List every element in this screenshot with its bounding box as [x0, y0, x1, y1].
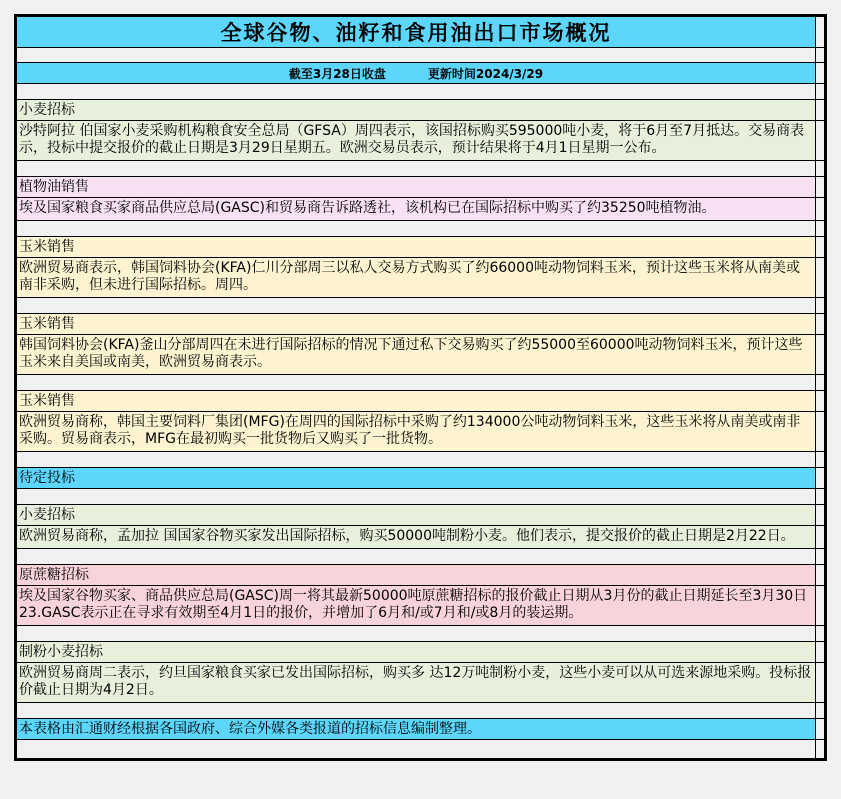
spacer-row	[17, 626, 824, 642]
gutter-cell	[816, 84, 824, 99]
section-header-row	[17, 237, 824, 258]
section-header: 待定投标	[17, 468, 816, 488]
as-of-date-label: 截至3月28日收盘	[288, 66, 386, 81]
gutter-cell	[816, 452, 824, 467]
update-time-label: 更新时间2024/3/29	[427, 66, 544, 81]
gutter-cell	[816, 48, 824, 62]
subtitle-row	[17, 63, 824, 84]
gutter-cell	[816, 121, 824, 160]
section-header: 植物油销售	[17, 177, 816, 197]
gutter-cell	[816, 63, 824, 83]
section-content: 欧洲贸易商称，韩国主要饲料厂集团(MFG)在周四的国际招标中采购了约134000公吨动物饲料玉米，这些玉米将从南美或南非采购。贸易商表示，MFG在最初购买一批货物后又购买了一批货物。	[17, 412, 816, 451]
gutter-cell	[816, 565, 824, 585]
section-content-row	[17, 335, 824, 375]
gutter-cell	[816, 740, 824, 758]
section-content-row	[17, 121, 824, 161]
section-header-row	[17, 314, 824, 335]
spacer-row	[17, 703, 824, 719]
section-header-row	[17, 100, 824, 121]
gutter-cell	[816, 198, 824, 220]
title-row	[17, 17, 824, 48]
section-content: 埃及国家谷物买家、商品供应总局(GASC)周一将其最新50000吨原蔗糖招标的报价截止日期从3月份的截止日期延长至3月30日23.GASC表示正在寻求有效期至4月1日的报价，并增加了6月和/或7月和/或8月的装运期。	[17, 586, 816, 625]
section-content-row	[17, 526, 824, 549]
section-content: 韩国饲料协会(KFA)釜山分部周四在未进行国际招标的情况下通过私下交易购买了约55000至60000吨动物饲料玉米，预计这些玉米来自美国或南美，欧洲贸易商表示。	[17, 335, 816, 374]
section-header: 小麦招标	[17, 100, 816, 120]
spacer-row	[17, 48, 824, 63]
section-header: 玉米销售	[17, 314, 816, 334]
footer-row	[17, 719, 824, 740]
section-content: 埃及国家粮食买家商品供应总局(GASC)和贸易商告诉路透社，该机构已在国际招标中购买了约35250吨植物油。	[17, 198, 816, 220]
section-header-row	[17, 468, 824, 489]
gutter-cell	[816, 412, 824, 451]
section-content-row	[17, 586, 824, 626]
gutter-cell	[816, 17, 824, 47]
section-header-row	[17, 391, 824, 412]
spacer-row	[17, 549, 824, 565]
section-header: 原蔗糖招标	[17, 565, 816, 585]
gutter-cell	[816, 258, 824, 297]
gutter-cell	[816, 626, 824, 641]
spacer-row	[17, 375, 824, 391]
export-market-report-table	[14, 14, 827, 761]
section-content: 欧洲贸易商周二表示，约旦国家粮食买家已发出国际招标，购买多 达12万吨制粉小麦，这些小麦可以从可选来源地采购。投标报价截止日期为4月2日。	[17, 663, 816, 702]
gutter-cell	[816, 335, 824, 374]
spacer-row	[17, 452, 824, 468]
page-title: 全球谷物、油籽和食用油出口市场概况	[17, 17, 816, 47]
section-header: 制粉小麦招标	[17, 642, 816, 662]
section-header: 小麦招标	[17, 505, 816, 525]
spacer-row	[17, 161, 824, 177]
section-content-row	[17, 198, 824, 221]
section-header-row	[17, 177, 824, 198]
gutter-cell	[816, 375, 824, 390]
gutter-cell	[816, 703, 824, 718]
gutter-cell	[816, 468, 824, 488]
gutter-cell	[816, 505, 824, 525]
section-content-row	[17, 663, 824, 703]
spacer-row	[17, 221, 824, 237]
gutter-cell	[816, 719, 824, 739]
section-content: 沙特阿拉 伯国家小麦采购机构粮食安全总局（GFSA）周四表示，该国招标购买595000吨小麦，将于6月至7月抵达。交易商表示，投标中提交报价的截止日期是3月29日星期五。欧洲交易员表示，预计结果将于4月1日星期一公布。	[17, 121, 816, 160]
gutter-cell	[816, 526, 824, 548]
gutter-cell	[816, 161, 824, 176]
section-header-row	[17, 565, 824, 586]
gutter-cell	[816, 663, 824, 702]
spacer-row	[17, 740, 824, 758]
section-header-row	[17, 642, 824, 663]
spacer-row	[17, 489, 824, 505]
gutter-cell	[816, 489, 824, 504]
section-header: 玉米销售	[17, 237, 816, 257]
sections-container	[17, 100, 824, 719]
gutter-cell	[816, 100, 824, 120]
gutter-cell	[816, 221, 824, 236]
section-content-row	[17, 258, 824, 298]
gutter-cell	[816, 549, 824, 564]
section-header: 玉米销售	[17, 391, 816, 411]
gutter-cell	[816, 298, 824, 313]
section-content: 欧洲贸易商表示，韩国饲料协会(KFA)仁川分部周三以私人交易方式购买了约66000吨动物饲料玉米，预计这些玉米将从南美或南非采购，但未进行国际招标。周四。	[17, 258, 816, 297]
gutter-cell	[816, 237, 824, 257]
spacer-row	[17, 298, 824, 314]
section-content: 欧洲贸易商称，孟加拉 国国家谷物买家发出国际招标，购买50000吨制粉小麦。他们表示，提交报价的截止日期是2月22日。	[17, 526, 816, 548]
gutter-cell	[816, 314, 824, 334]
gutter-cell	[816, 177, 824, 197]
gutter-cell	[816, 391, 824, 411]
gutter-cell	[816, 642, 824, 662]
source-note: 本表格由汇通财经根据各国政府、综合外媒各类报道的招标信息编制整理。	[17, 719, 816, 739]
gutter-cell	[816, 586, 824, 625]
section-header-row	[17, 505, 824, 526]
spacer-row	[17, 84, 824, 100]
section-content-row	[17, 412, 824, 452]
